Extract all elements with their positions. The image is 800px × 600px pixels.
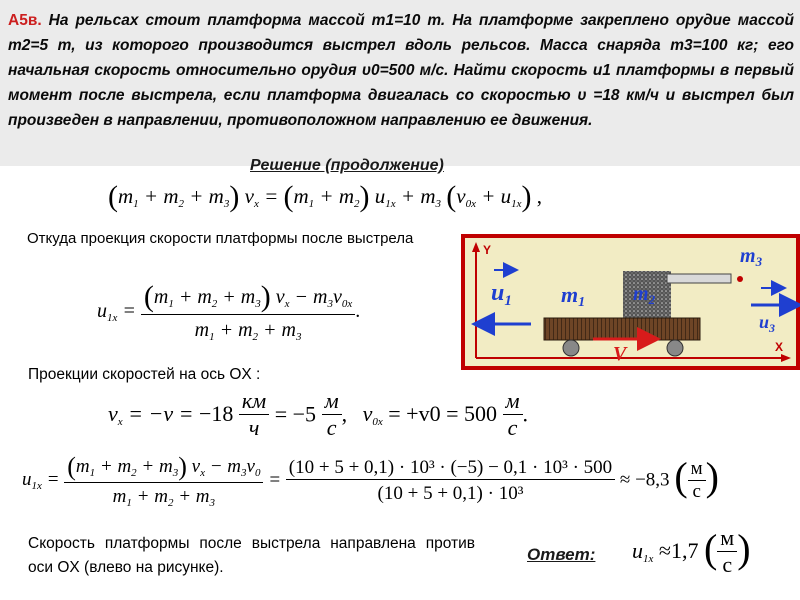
label-u1: $u_1$ (491, 280, 512, 309)
label-m3: $m_3$ (740, 245, 763, 269)
u1x-formula: $u_{1x}$ = $\frac{(m_1 + m_2 + m_3) v_x - m_3v_{0x}}{m_1 + m_2 + m_3}$ . (97, 280, 361, 343)
momentum-equation: $(m_1 + m_2 + m_3) v_x = (m_1 + m_2) u_{1x} + m_3$ $(v_{0x} + u_{1x})$ , (108, 180, 543, 213)
gun-barrel (667, 274, 731, 283)
wheel-left (563, 340, 579, 356)
problem-id: А5в. (8, 12, 42, 29)
numeric-result: ≈ −8,3 (619, 469, 670, 491)
unit-s: с (326, 415, 337, 440)
unit-m: м (322, 388, 342, 415)
x-axis-label: X (775, 340, 784, 354)
answer-unit-m: м (717, 525, 737, 552)
wheel-right (667, 340, 683, 356)
numeric-numerator: (10 + 5 + 0,1) · 10³ · (−5) − 0,1 · 10³ · 500 (286, 457, 615, 480)
answer-value: ≈1,7 (658, 538, 699, 564)
answer-unit-s: с (722, 552, 733, 578)
platform-diagram (461, 234, 800, 370)
unit-s2: с (507, 415, 518, 440)
vx-val2: = −5 (274, 401, 317, 427)
v0x-val: = +v0 = 500 (388, 401, 497, 426)
unit-h: ч (248, 415, 260, 440)
answer-label: Ответ: (527, 545, 596, 564)
problem-text: На рельсах стоит платформа массой m1=10 т. На платформе закреплено орудие массой m2=5 т, из которого производится выстрел вдоль рельсов. Масса снаряда m3=100 кг; его начальная скорость относительно орудия υ0=500 м/с. Найти скорость u1 платформы в первый момент после выстрела, если платформа двигалась со скоростью υ =18 км/ч и выстрел был произведен в направлении, противоположном направлению ее движения. (8, 12, 794, 129)
unit-km: км (239, 388, 269, 415)
answer-formula: $u_{1x} \approx 1,7$ ( $\frac{м}{с}$ ) (632, 525, 751, 578)
label-m1: m1 (561, 282, 586, 310)
result-unit-m: м (688, 458, 706, 481)
problem-statement (8, 8, 794, 133)
label-v: V (613, 343, 627, 365)
solution-heading: Решение (продолжение) (250, 157, 444, 174)
conclusion-text: Скорость платформы после выстрела направлена против оси OX (влево на рисунке). (28, 535, 475, 576)
platform-body (544, 318, 700, 340)
velocity-projections: $v_x = -v = -18$ $\frac{км}{ч}$ = −5 $\frac{м}{с}$ , $v_{0x} = +v0 = 500$ $\frac{м}{с}$ . (108, 388, 529, 440)
label-u3: $u_3$ (759, 312, 776, 335)
projections-text: Проекции скоростей на ось OX : (28, 366, 261, 383)
projection-text: Откуда проекция скорости платформы после выстрела (27, 230, 414, 247)
numeric-calculation: $u_{1x}$ = $\frac{(m_1 + m_2 + m_3) v_x - m_3v_0}{m_1 + m_2 + m_3}$ = $\frac{\text{(10 + 5 + 0,1) · 10³ · (−5) − 0,1 · 10³ · 500}}{\text{(10 + 5 + 0,1) · 10³}}$ ≈ −8,3 ( $\frac{м}{с}$ ) (22, 452, 719, 509)
numeric-denominator: (10 + 5 + 0,1) · 10³ (377, 482, 524, 504)
y-axis-label: Y (483, 243, 492, 257)
unit-m2: м (503, 388, 523, 415)
result-unit-s: с (692, 481, 701, 502)
projectile (737, 276, 743, 282)
label-m2: $m_2$ (633, 283, 656, 307)
vx-val1: −18 (198, 401, 234, 426)
